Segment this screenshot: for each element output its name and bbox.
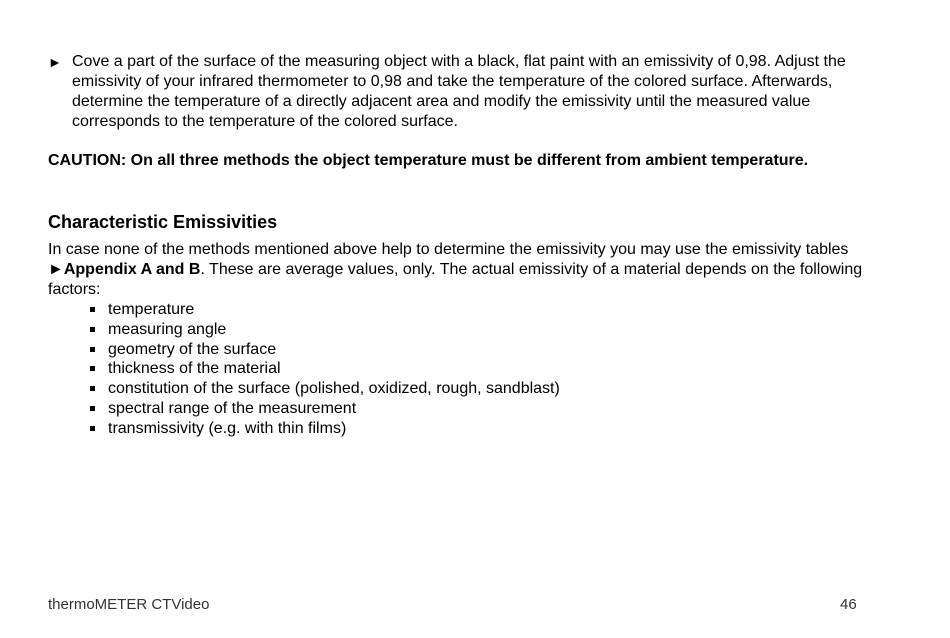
factor-label: temperature xyxy=(108,301,195,318)
square-bullet-icon xyxy=(90,347,95,352)
list-item xyxy=(48,340,560,360)
intro-text-start: In case none of the methods mentioned above help to determine the emissivity you may use the emissivity tables xyxy=(48,241,849,258)
factor-label: constitution of the surface (polished, oxidized, rough, sandblast) xyxy=(108,380,560,398)
square-bullet-icon xyxy=(90,366,95,371)
factor-label: geometry of the surface xyxy=(108,340,277,358)
method-instruction xyxy=(48,52,888,132)
intro-text-end: . These are average values, only. The actual emissivity of a material depends on the following factors: xyxy=(48,261,863,298)
factor-label: measuring angle xyxy=(108,320,227,338)
list-item xyxy=(48,379,560,399)
factor-label: transmissivity (e.g. with thin films) xyxy=(108,419,347,437)
square-bullet-icon xyxy=(90,386,95,391)
square-bullet-icon xyxy=(90,327,95,332)
section-heading: Characteristic Emissivities xyxy=(48,212,278,232)
list-item xyxy=(48,320,560,340)
list-item xyxy=(48,419,560,439)
appendix-reference-link[interactable]: ►Appendix A and B xyxy=(48,261,201,278)
list-item xyxy=(48,399,560,419)
footer-document-title: thermoMETER CTVideo xyxy=(48,596,210,613)
square-bullet-icon xyxy=(90,426,95,431)
arrow-bullet-icon: ► xyxy=(48,54,62,70)
method-instruction-text: Cove a part of the surface of the measuring object with a black, flat paint with an emissivity of 0,98. Adjust the emissivity of your infrared thermometer to 0,98 and take the temperature of the colored surface. Afterwards, determine the temperature of a directly adjacent area and modify the emissivity until the measured value corresponds to the temperature of the colored surface. xyxy=(72,53,846,130)
factor-list xyxy=(48,300,560,439)
square-bullet-icon xyxy=(90,307,95,312)
caution-note: CAUTION: On all three methods the object temperature must be different from ambient temperature. xyxy=(48,152,809,169)
footer-page-number: 46 xyxy=(840,596,857,613)
square-bullet-icon xyxy=(90,406,95,411)
list-item xyxy=(48,359,560,379)
list-item xyxy=(48,300,560,320)
section-intro xyxy=(48,240,893,300)
factor-label: thickness of the material xyxy=(108,360,281,378)
factor-label: spectral range of the measurement xyxy=(108,399,357,417)
